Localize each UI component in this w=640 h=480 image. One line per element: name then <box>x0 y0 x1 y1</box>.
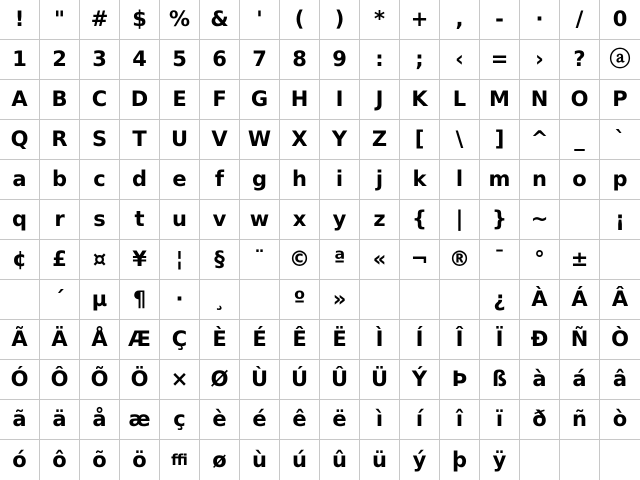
glyph-cell: $ <box>120 0 160 40</box>
glyph-cell: 1 <box>0 40 40 80</box>
glyph-cell: Y <box>320 120 360 160</box>
glyph-cell: ú <box>280 440 320 480</box>
glyph-cell: s <box>80 200 120 240</box>
glyph-cell-empty <box>600 240 640 280</box>
glyph-cell: 0 <box>600 0 640 40</box>
glyph-cell: Ô <box>40 360 80 400</box>
glyph-cell: ´ <box>40 280 80 320</box>
glyph-cell: › <box>520 40 560 80</box>
glyph-cell: 5 <box>160 40 200 80</box>
glyph-cell: ? <box>560 40 600 80</box>
glyph-cell-empty <box>400 280 440 320</box>
glyph-cell: À <box>520 280 560 320</box>
glyph-cell: e <box>160 160 200 200</box>
glyph-cell: ' <box>240 0 280 40</box>
glyph-cell: ý <box>400 440 440 480</box>
glyph-cell: i <box>320 160 360 200</box>
glyph-cell: * <box>360 0 400 40</box>
glyph-cell: g <box>240 160 280 200</box>
glyph-cell: ¸ <box>200 280 240 320</box>
glyph-cell: k <box>400 160 440 200</box>
glyph-cell: í <box>400 400 440 440</box>
glyph-cell: O <box>560 80 600 120</box>
glyph-cell: C <box>80 80 120 120</box>
glyph-cell: R <box>40 120 80 160</box>
glyph-cell: ⓐ <box>600 40 640 80</box>
glyph-cell-empty <box>0 280 40 320</box>
glyph-cell: 9 <box>320 40 360 80</box>
glyph-cell: | <box>440 200 480 240</box>
glyph-cell: ± <box>560 240 600 280</box>
glyph-cell: à <box>520 360 560 400</box>
glyph-cell: } <box>480 200 520 240</box>
glyph-cell: v <box>200 200 240 240</box>
glyph-cell: » <box>320 280 360 320</box>
glyph-cell: Æ <box>120 320 160 360</box>
glyph-cell-empty <box>360 280 400 320</box>
glyph-cell: _ <box>560 120 600 160</box>
glyph-cell: Î <box>440 320 480 360</box>
glyph-cell: ê <box>280 400 320 440</box>
glyph-cell: % <box>160 0 200 40</box>
glyph-cell: 8 <box>280 40 320 80</box>
glyph-cell: ò <box>600 400 640 440</box>
glyph-cell: ¢ <box>0 240 40 280</box>
glyph-cell: S <box>80 120 120 160</box>
glyph-cell: Ú <box>280 360 320 400</box>
glyph-cell: t <box>120 200 160 240</box>
glyph-cell: á <box>560 360 600 400</box>
glyph-cell: W <box>240 120 280 160</box>
glyph-cell: ¡ <box>600 200 640 240</box>
glyph-cell: r <box>40 200 80 240</box>
glyph-cell: Ø <box>200 360 240 400</box>
glyph-cell: º <box>280 280 320 320</box>
glyph-cell: [ <box>400 120 440 160</box>
glyph-cell: f <box>200 160 240 200</box>
glyph-cell: d <box>120 160 160 200</box>
glyph-cell: ö <box>120 440 160 480</box>
glyph-cell: ÿ <box>480 440 520 480</box>
glyph-cell: õ <box>80 440 120 480</box>
glyph-cell-empty <box>520 440 560 480</box>
glyph-cell: · <box>160 280 200 320</box>
glyph-cell: n <box>520 160 560 200</box>
glyph-cell: 4 <box>120 40 160 80</box>
glyph-cell: z <box>360 200 400 240</box>
glyph-cell: ( <box>280 0 320 40</box>
glyph-cell: / <box>560 0 600 40</box>
glyph-cell: þ <box>440 440 480 480</box>
glyph-cell: è <box>200 400 240 440</box>
glyph-cell: , <box>440 0 480 40</box>
glyph-cell: û <box>320 440 360 480</box>
glyph-cell: 6 <box>200 40 240 80</box>
glyph-cell: b <box>40 160 80 200</box>
glyph-cell: ffi <box>160 440 200 480</box>
glyph-cell: ® <box>440 240 480 280</box>
glyph-cell: l <box>440 160 480 200</box>
glyph-cell: § <box>200 240 240 280</box>
glyph-cell: m <box>480 160 520 200</box>
glyph-cell-empty <box>600 440 640 480</box>
glyph-cell: A <box>0 80 40 120</box>
glyph-cell: æ <box>120 400 160 440</box>
glyph-cell: × <box>160 360 200 400</box>
glyph-cell: + <box>400 0 440 40</box>
glyph-cell: Ð <box>520 320 560 360</box>
glyph-cell: Å <box>80 320 120 360</box>
glyph-cell: N <box>520 80 560 120</box>
glyph-cell: Â <box>600 280 640 320</box>
glyph-cell: · <box>520 0 560 40</box>
glyph-cell: ` <box>600 120 640 160</box>
glyph-cell: U <box>160 120 200 160</box>
glyph-cell-empty <box>560 200 600 240</box>
glyph-cell: 7 <box>240 40 280 80</box>
glyph-cell: { <box>400 200 440 240</box>
glyph-cell: ~ <box>520 200 560 240</box>
glyph-cell: - <box>480 0 520 40</box>
glyph-cell: j <box>360 160 400 200</box>
glyph-cell: ¥ <box>120 240 160 280</box>
glyph-cell: T <box>120 120 160 160</box>
glyph-cell: ¯ <box>480 240 520 280</box>
glyph-cell: 3 <box>80 40 120 80</box>
glyph-cell: ] <box>480 120 520 160</box>
glyph-cell: ã <box>0 400 40 440</box>
glyph-cell: ð <box>520 400 560 440</box>
glyph-cell: Ö <box>120 360 160 400</box>
glyph-cell: G <box>240 80 280 120</box>
glyph-cell: p <box>600 160 640 200</box>
glyph-cell: q <box>0 200 40 240</box>
glyph-cell: Ñ <box>560 320 600 360</box>
glyph-cell: c <box>80 160 120 200</box>
glyph-cell: ù <box>240 440 280 480</box>
glyph-cell: Í <box>400 320 440 360</box>
glyph-cell: £ <box>40 240 80 280</box>
glyph-cell: Ã <box>0 320 40 360</box>
glyph-cell: ø <box>200 440 240 480</box>
glyph-cell: µ <box>80 280 120 320</box>
glyph-cell: ç <box>160 400 200 440</box>
glyph-cell: Û <box>320 360 360 400</box>
glyph-cell: # <box>80 0 120 40</box>
glyph-cell-empty <box>240 280 280 320</box>
glyph-cell: ) <box>320 0 360 40</box>
glyph-cell: ¤ <box>80 240 120 280</box>
glyph-cell: ä <box>40 400 80 440</box>
glyph-cell: ó <box>0 440 40 480</box>
glyph-cell: Ï <box>480 320 520 360</box>
glyph-cell: h <box>280 160 320 200</box>
glyph-cell: & <box>200 0 240 40</box>
glyph-cell: ¿ <box>480 280 520 320</box>
glyph-cell: V <box>200 120 240 160</box>
glyph-cell: ‹ <box>440 40 480 80</box>
glyph-cell: ì <box>360 400 400 440</box>
glyph-cell: ¶ <box>120 280 160 320</box>
glyph-cell: M <box>480 80 520 120</box>
glyph-cell: ^ <box>520 120 560 160</box>
glyph-cell: Q <box>0 120 40 160</box>
glyph-cell: K <box>400 80 440 120</box>
glyph-cell: ñ <box>560 400 600 440</box>
glyph-cell: Ì <box>360 320 400 360</box>
glyph-cell: D <box>120 80 160 120</box>
glyph-cell: I <box>320 80 360 120</box>
glyph-cell: Õ <box>80 360 120 400</box>
glyph-cell: å <box>80 400 120 440</box>
glyph-cell-empty <box>440 280 480 320</box>
glyph-cell: H <box>280 80 320 120</box>
glyph-cell: ü <box>360 440 400 480</box>
glyph-cell: ! <box>0 0 40 40</box>
glyph-cell: w <box>240 200 280 240</box>
glyph-cell: ° <box>520 240 560 280</box>
glyph-cell: Ç <box>160 320 200 360</box>
glyph-cell: Ë <box>320 320 360 360</box>
glyph-cell: Þ <box>440 360 480 400</box>
glyph-cell: ß <box>480 360 520 400</box>
glyph-cell: B <box>40 80 80 120</box>
glyph-cell: Á <box>560 280 600 320</box>
glyph-cell: ô <box>40 440 80 480</box>
glyph-cell: u <box>160 200 200 240</box>
glyph-cell: ¬ <box>400 240 440 280</box>
glyph-cell-empty <box>560 440 600 480</box>
glyph-cell: î <box>440 400 480 440</box>
glyph-cell: Ü <box>360 360 400 400</box>
glyph-cell: Ê <box>280 320 320 360</box>
glyph-cell: Ò <box>600 320 640 360</box>
glyph-cell: : <box>360 40 400 80</box>
glyph-cell: é <box>240 400 280 440</box>
glyph-cell: ï <box>480 400 520 440</box>
glyph-cell: 2 <box>40 40 80 80</box>
glyph-cell: ª <box>320 240 360 280</box>
glyph-cell: X <box>280 120 320 160</box>
glyph-cell: P <box>600 80 640 120</box>
glyph-cell: É <box>240 320 280 360</box>
glyph-cell: Ä <box>40 320 80 360</box>
glyph-cell: E <box>160 80 200 120</box>
glyph-cell: Ý <box>400 360 440 400</box>
glyph-cell: " <box>40 0 80 40</box>
glyph-cell: F <box>200 80 240 120</box>
glyph-cell: a <box>0 160 40 200</box>
glyph-cell: Z <box>360 120 400 160</box>
glyph-cell: \ <box>440 120 480 160</box>
glyph-cell: Ù <box>240 360 280 400</box>
glyph-cell: o <box>560 160 600 200</box>
glyph-cell: ë <box>320 400 360 440</box>
glyph-cell: © <box>280 240 320 280</box>
glyph-cell: ; <box>400 40 440 80</box>
glyph-cell: L <box>440 80 480 120</box>
glyph-cell: Ó <box>0 360 40 400</box>
glyph-cell: È <box>200 320 240 360</box>
glyph-cell: = <box>480 40 520 80</box>
glyph-cell: « <box>360 240 400 280</box>
glyph-cell: J <box>360 80 400 120</box>
glyph-cell: ¨ <box>240 240 280 280</box>
glyph-cell: y <box>320 200 360 240</box>
glyph-cell: x <box>280 200 320 240</box>
glyph-cell: ¦ <box>160 240 200 280</box>
glyph-cell: â <box>600 360 640 400</box>
